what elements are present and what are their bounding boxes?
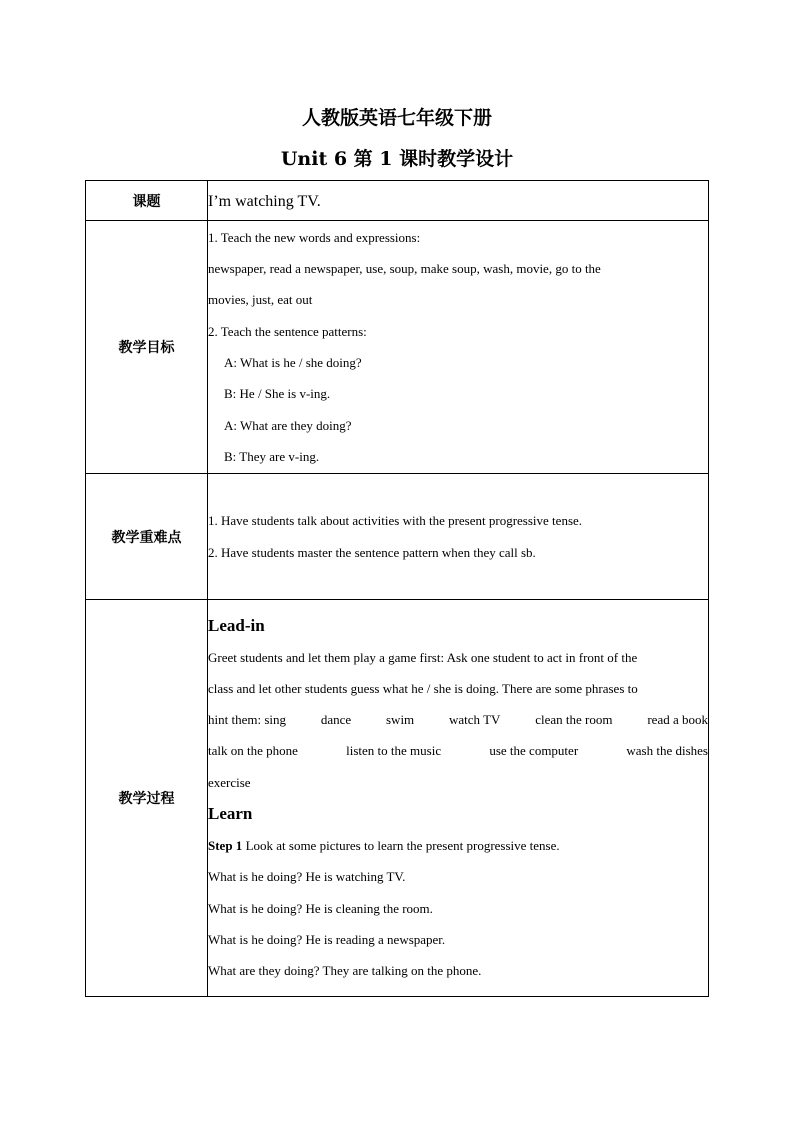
qa-line: What is he doing? He is watching TV. <box>208 869 406 885</box>
label-process: 教学过程 <box>86 600 208 997</box>
hint-phrase: watch TV <box>449 712 501 728</box>
step1-label: Step 1 <box>208 838 243 853</box>
table-row-process <box>86 600 709 997</box>
qa-line: What is he doing? He is cleaning the room. <box>208 900 433 916</box>
document-subtitle: Unit 6 第 1 课时教学设计 <box>280 148 514 170</box>
table-row-topic <box>86 181 709 221</box>
leadin-heading: Lead-in <box>208 615 265 635</box>
key-point-line: 1. Have students talk about activities with the present progressive tense. <box>208 513 583 529</box>
table-row-key-points <box>86 474 709 600</box>
topic-value: I’m watching TV. <box>208 192 321 210</box>
hint-last: exercise <box>208 774 251 790</box>
hint-phrase: clean the room <box>535 712 613 728</box>
lesson-plan-table <box>85 180 709 997</box>
label-topic: 课题 <box>86 181 208 221</box>
goal-pattern-line: A: What is he / she doing? <box>224 355 362 370</box>
qa-line: What is he doing? He is reading a newspaper. <box>208 931 446 947</box>
hint-phrase: use the computer <box>489 743 579 759</box>
goal-pattern-line: A: What are they doing? <box>224 417 352 433</box>
hint-phrase: talk on the phone <box>208 743 298 759</box>
step1-line <box>208 830 708 861</box>
learn-heading: Learn <box>208 804 253 823</box>
label-goals: 教学目标 <box>86 221 208 474</box>
hint-phrase: dance <box>320 712 352 728</box>
topic-cell <box>208 181 709 221</box>
goal-pattern-line: B: They are v-ing. <box>224 448 320 464</box>
leadin-line: Greet students and let them play a game first: Ask one student to act in front of the <box>208 649 638 665</box>
hint-phrase: read a book <box>647 712 708 728</box>
goal-line: 2. Teach the sentence patterns: <box>208 323 367 339</box>
table-row-goals <box>86 221 709 474</box>
hint-phrases-line <box>208 704 708 735</box>
process-cell <box>208 600 709 997</box>
hint-phrase: swim <box>386 712 415 728</box>
key-point-line: 2. Have students master the sentence pattern when they call sb. <box>208 544 536 560</box>
goal-pattern-line: B: He / She is v-ing. <box>224 386 331 402</box>
goals-cell <box>208 221 709 474</box>
goal-line: movies, just, eat out <box>208 292 313 308</box>
leadin-line: class and let other students guess what he / she is doing. There are some phrases to <box>208 680 638 696</box>
hint-phrases-line <box>208 735 708 766</box>
label-key-points: 教学重难点 <box>86 474 208 600</box>
goal-line: 1. Teach the new words and expressions: <box>208 229 421 245</box>
document-title: 人教版英语七年级下册 <box>301 107 492 129</box>
hint-phrase: listen to the music <box>346 743 442 759</box>
hint-intro: hint them: sing <box>208 712 286 728</box>
hint-phrase: wash the dishes <box>626 743 708 759</box>
goal-line: newspaper, read a newspaper, use, soup, make soup, wash, movie, go to the <box>208 261 601 277</box>
qa-line: What are they doing? They are talking on the phone. <box>208 963 482 979</box>
step1-text: Look at some pictures to learn the present progressive tense. <box>242 838 560 853</box>
key-points-cell <box>208 474 709 600</box>
